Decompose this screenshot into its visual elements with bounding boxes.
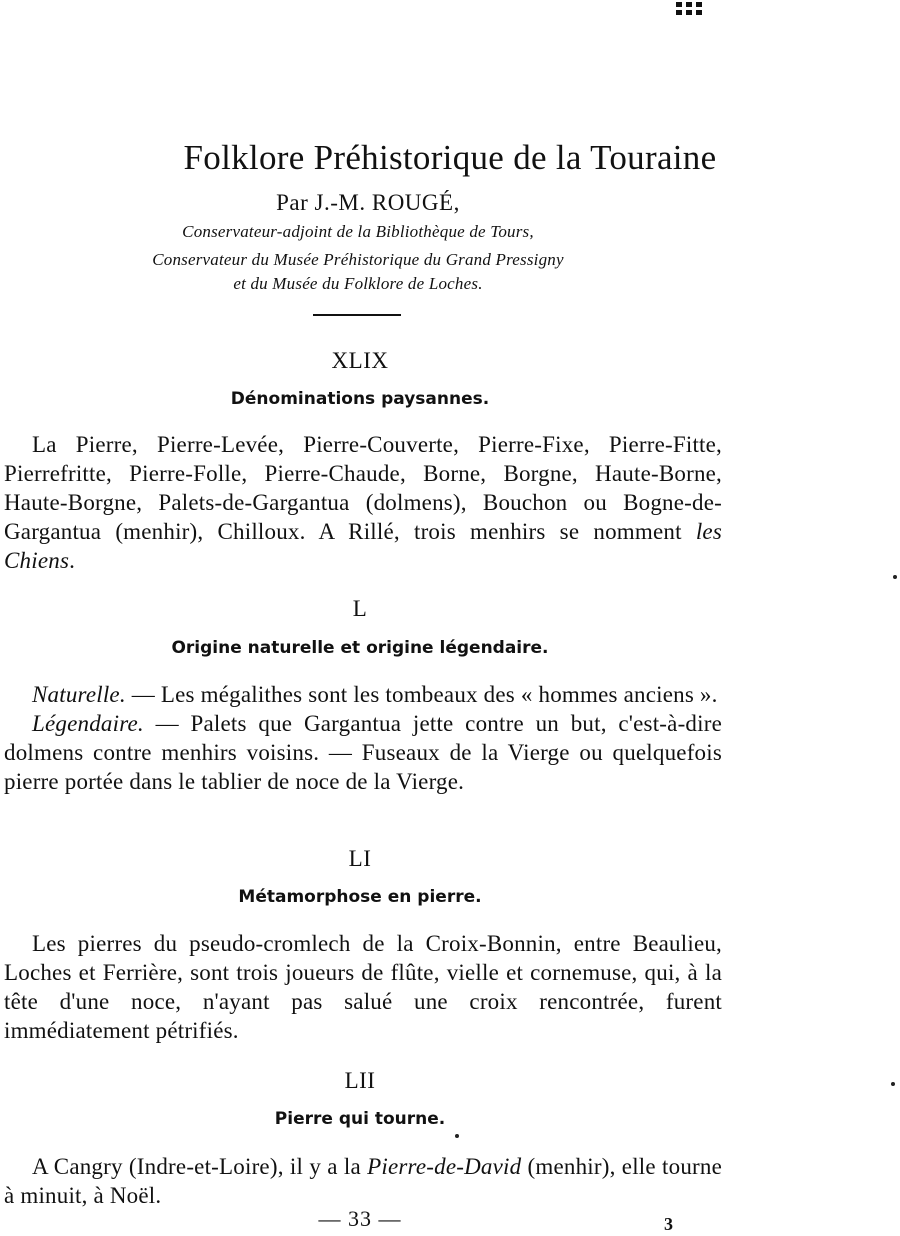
signature-mark: 3 [664,1214,673,1234]
section-body [4,1152,722,1210]
title-divider [313,314,401,316]
paragraph: Les pierres du pseudo-cromlech de la Croix-Bonnin, entre Beaulieu, Loches et Ferrière, sont trois joueurs de flûte, vielle et cornemuse, qui, à la tête d'une noce, n'ayant pas salué une croix rencontrée, furent immédiatement pétrifiés. [4,931,722,1043]
scan-speck [455,1134,459,1138]
paragraph: A Cangry (Indre-et-Loire), il y a la Pierre-de-David (menhir), elle tourne à minuit, à Noël. [4,1154,722,1208]
affiliation-line: Conservateur du Musée Préhistorique du Grand Pressigny [152,250,564,269]
section-title: Origine naturelle et origine légendaire. [171,638,549,658]
scan-speck [891,1082,895,1086]
section-number: XLIX [331,348,389,373]
paragraph: La Pierre, Pierre-Levée, Pierre-Couverte, Pierre-Fixe, Pierre-Fitte, Pierrefritte, Pierre-Folle, Pierre-Chaude, Borne, Borgne, Haute-Borne, Haute-Borgne, Palets-de-Gargantua (dolmens), Bouchon ou Bogne-de-Gargantua (menhir), Chilloux. A Rillé, trois menhirs se nomment les Chiens. [4,432,722,573]
author-byline: Par J.-M. ROUGÉ, [276,190,460,215]
section-number: L [352,596,368,621]
section-title: Pierre qui tourne. [274,1109,446,1129]
section-title: Dénominations paysannes. [230,389,490,409]
section-body [4,929,722,1045]
section-number: LI [348,846,372,871]
section-number: LII [344,1068,376,1093]
affiliation-line: Conservateur-adjoint de la Bibliothèque de Tours, [182,222,534,241]
section-body [4,430,722,575]
affiliation-line: et du Musée du Folklore de Loches. [233,274,483,293]
scan-speck [893,575,897,579]
page-number: — 33 — [318,1206,402,1231]
paragraph: Légendaire. — Palets que Gargantua jette contre un but, c'est-à-dire dolmens contre menhirs voisins. — Fuseaux de la Vierge ou quelquefois pierre portée dans le tablier de noce de la Vierge. [4,711,722,794]
page-title: Folklore Préhistorique de la Touraine [183,138,717,177]
section-title: Métamorphose en pierre. [238,887,482,907]
paragraph: Naturelle. — Les mégalithes sont les tombeaux des « hommes anciens ». [32,682,718,707]
section-body [4,680,722,796]
corner-mark-icon [676,2,704,18]
